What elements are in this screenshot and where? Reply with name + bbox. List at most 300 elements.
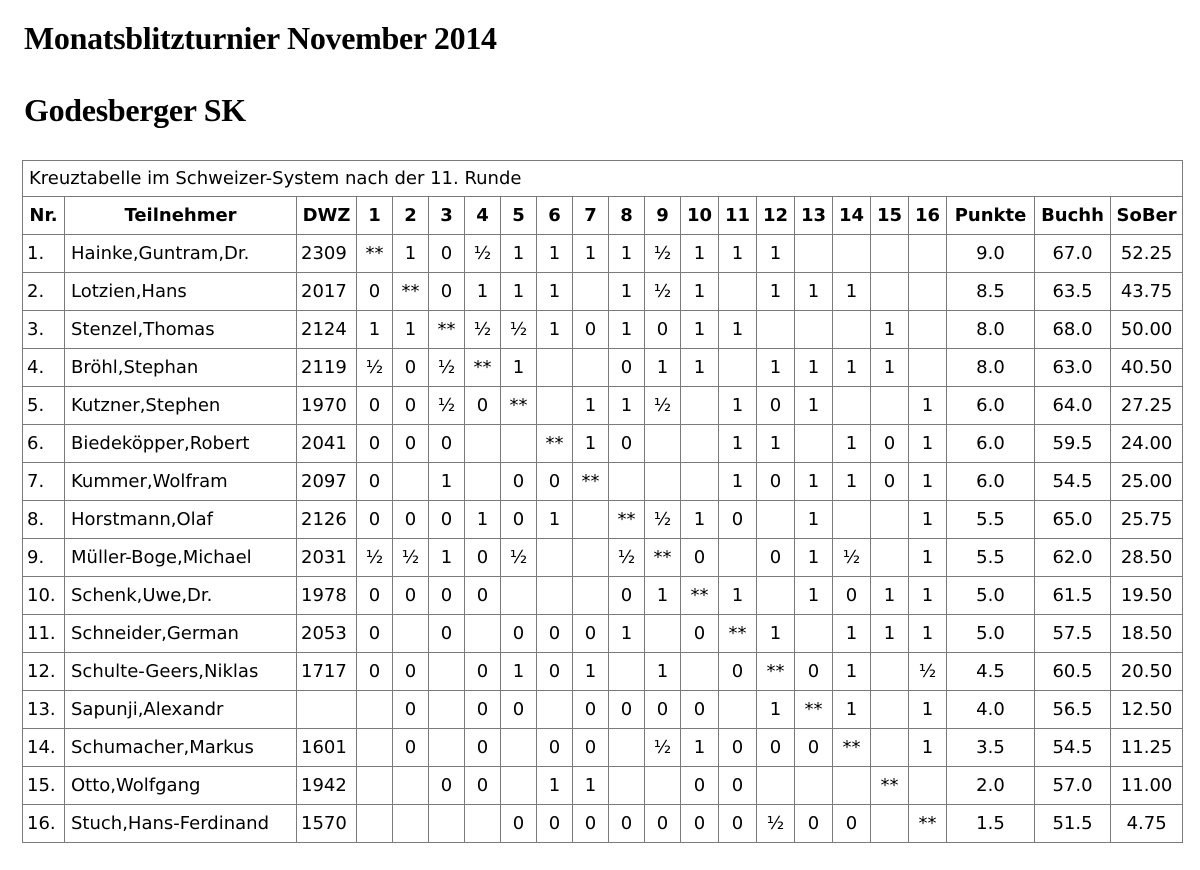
dwz-cell: 2124 <box>297 311 357 349</box>
cross-table <box>22 160 1183 843</box>
result-cell: ** <box>465 349 501 387</box>
result-cell: 0 <box>465 767 501 805</box>
buchholz-cell: 59.5 <box>1035 425 1111 463</box>
result-cell: 1 <box>719 425 757 463</box>
result-cell: 0 <box>501 615 537 653</box>
result-cell: 1 <box>393 311 429 349</box>
result-cell <box>833 235 871 273</box>
result-cell <box>393 805 429 843</box>
result-cell: 0 <box>465 539 501 577</box>
column-header: 3 <box>429 197 465 235</box>
result-cell: 0 <box>719 805 757 843</box>
buchholz-cell: 65.0 <box>1035 501 1111 539</box>
player-name-cell: Sapunji,Alexandr <box>65 691 297 729</box>
buchholz-cell: 60.5 <box>1035 653 1111 691</box>
result-cell: 0 <box>393 387 429 425</box>
result-cell: 1 <box>537 273 573 311</box>
result-cell: 1 <box>501 235 537 273</box>
result-cell <box>795 235 833 273</box>
result-cell: 1 <box>609 387 645 425</box>
points-cell: 8.0 <box>947 349 1035 387</box>
result-cell: 1 <box>833 653 871 691</box>
result-cell <box>357 729 393 767</box>
points-cell: 8.5 <box>947 273 1035 311</box>
column-header: 15 <box>871 197 909 235</box>
result-cell: 1 <box>609 615 645 653</box>
column-header: 11 <box>719 197 757 235</box>
result-cell: 0 <box>429 615 465 653</box>
buchholz-cell: 57.5 <box>1035 615 1111 653</box>
result-cell: 1 <box>795 577 833 615</box>
result-cell: 0 <box>645 311 681 349</box>
result-cell: 0 <box>573 691 609 729</box>
result-cell <box>757 311 795 349</box>
result-cell: 0 <box>465 387 501 425</box>
sonneborn-berger-cell: 20.50 <box>1111 653 1183 691</box>
result-cell: 1 <box>795 273 833 311</box>
sonneborn-berger-cell: 28.50 <box>1111 539 1183 577</box>
result-cell: ½ <box>429 349 465 387</box>
result-cell: 0 <box>681 615 719 653</box>
result-cell: 0 <box>681 539 719 577</box>
result-cell: 1 <box>909 501 947 539</box>
table-row <box>23 349 1183 387</box>
result-cell: 0 <box>537 653 573 691</box>
buchholz-cell: 62.0 <box>1035 539 1111 577</box>
result-cell <box>871 539 909 577</box>
player-name-cell: Hainke,Guntram,Dr. <box>65 235 297 273</box>
result-cell: 1 <box>393 235 429 273</box>
result-cell: 0 <box>871 463 909 501</box>
column-header: Buchh <box>1035 197 1111 235</box>
result-cell: 0 <box>393 425 429 463</box>
buchholz-cell: 57.0 <box>1035 767 1111 805</box>
result-cell: 0 <box>573 615 609 653</box>
result-cell: 0 <box>393 501 429 539</box>
result-cell: 0 <box>645 691 681 729</box>
result-cell: 0 <box>871 425 909 463</box>
result-cell: 1 <box>833 615 871 653</box>
result-cell <box>537 539 573 577</box>
result-cell: 1 <box>645 577 681 615</box>
sonneborn-berger-cell: 12.50 <box>1111 691 1183 729</box>
rank-cell: 3. <box>23 311 65 349</box>
result-cell <box>573 501 609 539</box>
result-cell: 0 <box>833 577 871 615</box>
result-cell: 1 <box>719 235 757 273</box>
result-cell: 0 <box>357 615 393 653</box>
result-cell: 0 <box>609 805 645 843</box>
result-cell: 1 <box>609 311 645 349</box>
result-cell: 1 <box>795 539 833 577</box>
result-cell <box>465 463 501 501</box>
result-cell <box>909 235 947 273</box>
points-cell: 5.0 <box>947 577 1035 615</box>
result-cell <box>645 425 681 463</box>
result-cell: 0 <box>573 805 609 843</box>
column-header: Nr. <box>23 197 65 235</box>
result-cell: ½ <box>465 235 501 273</box>
buchholz-cell: 51.5 <box>1035 805 1111 843</box>
result-cell: ** <box>645 539 681 577</box>
result-cell: 1 <box>757 349 795 387</box>
result-cell: 1 <box>681 235 719 273</box>
result-cell <box>645 615 681 653</box>
result-cell <box>681 653 719 691</box>
result-cell: 1 <box>609 273 645 311</box>
result-cell: 0 <box>757 463 795 501</box>
result-cell: 0 <box>573 311 609 349</box>
dwz-cell: 2031 <box>297 539 357 577</box>
buchholz-cell: 54.5 <box>1035 463 1111 501</box>
result-cell: 0 <box>573 729 609 767</box>
table-row <box>23 729 1183 767</box>
result-cell: 1 <box>501 653 537 691</box>
result-cell: 1 <box>573 425 609 463</box>
result-cell <box>537 387 573 425</box>
result-cell <box>645 463 681 501</box>
result-cell: 1 <box>681 349 719 387</box>
rank-cell: 1. <box>23 235 65 273</box>
buchholz-cell: 64.0 <box>1035 387 1111 425</box>
rank-cell: 5. <box>23 387 65 425</box>
rank-cell: 16. <box>23 805 65 843</box>
result-cell: 0 <box>501 691 537 729</box>
result-cell: 1 <box>537 311 573 349</box>
result-cell <box>871 729 909 767</box>
sonneborn-berger-cell: 19.50 <box>1111 577 1183 615</box>
points-cell: 9.0 <box>947 235 1035 273</box>
points-cell: 4.0 <box>947 691 1035 729</box>
points-cell: 5.0 <box>947 615 1035 653</box>
result-cell: ** <box>757 653 795 691</box>
result-cell: 1 <box>573 387 609 425</box>
result-cell: ** <box>357 235 393 273</box>
rank-cell: 2. <box>23 273 65 311</box>
result-cell <box>757 577 795 615</box>
result-cell <box>429 653 465 691</box>
table-row <box>23 501 1183 539</box>
player-name-cell: Schulte-Geers,Niklas <box>65 653 297 691</box>
result-cell: ½ <box>357 539 393 577</box>
player-name-cell: Stuch,Hans-Ferdinand <box>65 805 297 843</box>
result-cell: 0 <box>795 653 833 691</box>
result-cell: ** <box>833 729 871 767</box>
result-cell: 1 <box>909 463 947 501</box>
table-row <box>23 767 1183 805</box>
result-cell: ** <box>609 501 645 539</box>
points-cell: 4.5 <box>947 653 1035 691</box>
points-cell: 6.0 <box>947 463 1035 501</box>
result-cell: ½ <box>429 387 465 425</box>
result-cell: ½ <box>645 235 681 273</box>
result-cell: ½ <box>909 653 947 691</box>
result-cell <box>871 691 909 729</box>
result-cell <box>609 653 645 691</box>
result-cell <box>465 615 501 653</box>
player-name-cell: Müller-Boge,Michael <box>65 539 297 577</box>
result-cell <box>833 501 871 539</box>
result-cell: 1 <box>501 349 537 387</box>
result-cell: 1 <box>719 311 757 349</box>
result-cell <box>609 767 645 805</box>
result-cell <box>357 805 393 843</box>
result-cell: 0 <box>429 235 465 273</box>
result-cell: 0 <box>757 539 795 577</box>
result-cell: ½ <box>501 539 537 577</box>
rank-cell: 14. <box>23 729 65 767</box>
result-cell <box>357 767 393 805</box>
result-cell: 0 <box>393 577 429 615</box>
result-cell: 0 <box>833 805 871 843</box>
table-row <box>23 235 1183 273</box>
rank-cell: 9. <box>23 539 65 577</box>
table-caption: Kreuztabelle im Schweizer-System nach der 11. Runde <box>23 161 1183 197</box>
sonneborn-berger-cell: 4.75 <box>1111 805 1183 843</box>
column-header: Teilnehmer <box>65 197 297 235</box>
result-cell <box>573 577 609 615</box>
result-cell: 1 <box>757 691 795 729</box>
result-cell: ½ <box>357 349 393 387</box>
result-cell <box>719 273 757 311</box>
result-cell: 0 <box>609 349 645 387</box>
result-cell: 1 <box>909 729 947 767</box>
dwz-cell: 2017 <box>297 273 357 311</box>
result-cell: 1 <box>871 349 909 387</box>
column-header: 8 <box>609 197 645 235</box>
result-cell: 1 <box>681 311 719 349</box>
result-cell <box>795 311 833 349</box>
result-cell <box>871 273 909 311</box>
result-cell <box>795 767 833 805</box>
result-cell: 0 <box>537 805 573 843</box>
result-cell <box>429 805 465 843</box>
result-cell <box>909 767 947 805</box>
result-cell: 0 <box>465 577 501 615</box>
result-cell: ½ <box>465 311 501 349</box>
result-cell: 1 <box>833 273 871 311</box>
sonneborn-berger-cell: 52.25 <box>1111 235 1183 273</box>
result-cell: 1 <box>681 501 719 539</box>
rank-cell: 11. <box>23 615 65 653</box>
result-cell <box>393 615 429 653</box>
result-cell: 0 <box>681 805 719 843</box>
sonneborn-berger-cell: 11.25 <box>1111 729 1183 767</box>
result-cell: 1 <box>645 349 681 387</box>
result-cell: ** <box>429 311 465 349</box>
result-cell <box>501 577 537 615</box>
result-cell: 1 <box>537 235 573 273</box>
dwz-cell: 2053 <box>297 615 357 653</box>
result-cell <box>871 387 909 425</box>
result-cell: 1 <box>465 273 501 311</box>
table-row <box>23 691 1183 729</box>
result-cell: ½ <box>645 387 681 425</box>
player-name-cell: Kummer,Wolfram <box>65 463 297 501</box>
result-cell: 0 <box>393 349 429 387</box>
column-header: SoBer <box>1111 197 1183 235</box>
result-cell: 0 <box>501 805 537 843</box>
rank-cell: 8. <box>23 501 65 539</box>
result-cell: 0 <box>537 615 573 653</box>
dwz-cell: 1978 <box>297 577 357 615</box>
result-cell: 1 <box>795 501 833 539</box>
points-cell: 8.0 <box>947 311 1035 349</box>
result-cell: 0 <box>465 653 501 691</box>
player-name-cell: Schenk,Uwe,Dr. <box>65 577 297 615</box>
result-cell: 0 <box>719 767 757 805</box>
result-cell: 0 <box>429 767 465 805</box>
result-cell: 0 <box>609 577 645 615</box>
result-cell: 1 <box>719 463 757 501</box>
result-cell <box>501 729 537 767</box>
result-cell: 1 <box>833 425 871 463</box>
result-cell: 1 <box>573 653 609 691</box>
player-name-cell: Otto,Wolfgang <box>65 767 297 805</box>
result-cell: 0 <box>501 501 537 539</box>
result-cell <box>429 729 465 767</box>
sonneborn-berger-cell: 43.75 <box>1111 273 1183 311</box>
result-cell <box>833 767 871 805</box>
result-cell: ** <box>573 463 609 501</box>
result-cell: ** <box>393 273 429 311</box>
result-cell <box>871 501 909 539</box>
sonneborn-berger-cell: 27.25 <box>1111 387 1183 425</box>
result-cell: 0 <box>429 501 465 539</box>
column-header: 4 <box>465 197 501 235</box>
result-cell: 1 <box>357 311 393 349</box>
result-cell <box>757 501 795 539</box>
result-cell: 1 <box>465 501 501 539</box>
result-cell: 0 <box>609 425 645 463</box>
result-cell: 0 <box>609 691 645 729</box>
column-header: 14 <box>833 197 871 235</box>
buchholz-cell: 61.5 <box>1035 577 1111 615</box>
result-cell <box>871 653 909 691</box>
result-cell: 1 <box>871 615 909 653</box>
points-cell: 5.5 <box>947 539 1035 577</box>
result-cell: 1 <box>833 349 871 387</box>
column-header: DWZ <box>297 197 357 235</box>
result-cell <box>909 311 947 349</box>
result-cell: ½ <box>645 273 681 311</box>
table-row <box>23 653 1183 691</box>
result-cell: 1 <box>757 425 795 463</box>
result-cell <box>501 767 537 805</box>
result-cell: 0 <box>357 501 393 539</box>
result-cell: ½ <box>833 539 871 577</box>
result-cell: 0 <box>681 767 719 805</box>
buchholz-cell: 63.5 <box>1035 273 1111 311</box>
result-cell <box>795 425 833 463</box>
rank-cell: 10. <box>23 577 65 615</box>
result-cell: ** <box>795 691 833 729</box>
result-cell: 1 <box>833 691 871 729</box>
result-cell: 1 <box>573 235 609 273</box>
result-cell: 0 <box>719 501 757 539</box>
sonneborn-berger-cell: 25.00 <box>1111 463 1183 501</box>
rank-cell: 13. <box>23 691 65 729</box>
dwz-cell: 2097 <box>297 463 357 501</box>
page-title: Monatsblitzturnier November 2014 <box>24 20 497 56</box>
table-row <box>23 425 1183 463</box>
result-cell: ½ <box>757 805 795 843</box>
result-cell: 0 <box>795 805 833 843</box>
column-header: 2 <box>393 197 429 235</box>
result-cell: 1 <box>501 273 537 311</box>
result-cell: 1 <box>681 729 719 767</box>
dwz-cell: 2041 <box>297 425 357 463</box>
sonneborn-berger-cell: 40.50 <box>1111 349 1183 387</box>
dwz-cell: 1970 <box>297 387 357 425</box>
result-cell: 0 <box>357 463 393 501</box>
result-cell: ** <box>537 425 573 463</box>
result-cell: 0 <box>357 273 393 311</box>
result-cell <box>537 691 573 729</box>
player-name-cell: Biedeköpper,Robert <box>65 425 297 463</box>
result-cell <box>429 691 465 729</box>
result-cell <box>681 387 719 425</box>
points-cell: 6.0 <box>947 387 1035 425</box>
result-cell <box>393 463 429 501</box>
table-row <box>23 615 1183 653</box>
result-cell <box>537 349 573 387</box>
column-header: 1 <box>357 197 393 235</box>
dwz-cell: 2119 <box>297 349 357 387</box>
result-cell: 1 <box>909 577 947 615</box>
result-cell <box>795 615 833 653</box>
result-cell <box>609 463 645 501</box>
result-cell: 1 <box>757 235 795 273</box>
column-header: 7 <box>573 197 609 235</box>
result-cell: ** <box>871 767 909 805</box>
dwz-cell: 1942 <box>297 767 357 805</box>
result-cell: 1 <box>645 653 681 691</box>
column-header: 5 <box>501 197 537 235</box>
player-name-cell: Schneider,German <box>65 615 297 653</box>
result-cell <box>501 425 537 463</box>
result-cell <box>681 463 719 501</box>
result-cell: ½ <box>393 539 429 577</box>
result-cell: 1 <box>795 387 833 425</box>
result-cell: 1 <box>909 425 947 463</box>
player-name-cell: Kutzner,Stephen <box>65 387 297 425</box>
result-cell: 0 <box>393 729 429 767</box>
result-cell <box>681 425 719 463</box>
rank-cell: 12. <box>23 653 65 691</box>
buchholz-cell: 68.0 <box>1035 311 1111 349</box>
result-cell: 1 <box>429 539 465 577</box>
dwz-cell <box>297 691 357 729</box>
result-cell: 1 <box>909 615 947 653</box>
result-cell: ** <box>719 615 757 653</box>
result-cell: 0 <box>357 653 393 691</box>
result-cell: 0 <box>429 425 465 463</box>
result-cell <box>909 349 947 387</box>
result-cell <box>833 311 871 349</box>
result-cell: 1 <box>609 235 645 273</box>
points-cell: 6.0 <box>947 425 1035 463</box>
result-cell <box>909 273 947 311</box>
result-cell <box>537 577 573 615</box>
table-row <box>23 387 1183 425</box>
player-name-cell: Lotzien,Hans <box>65 273 297 311</box>
result-cell: 1 <box>719 577 757 615</box>
result-cell: 0 <box>537 463 573 501</box>
result-cell: 0 <box>795 729 833 767</box>
result-cell: 0 <box>357 577 393 615</box>
dwz-cell: 1570 <box>297 805 357 843</box>
